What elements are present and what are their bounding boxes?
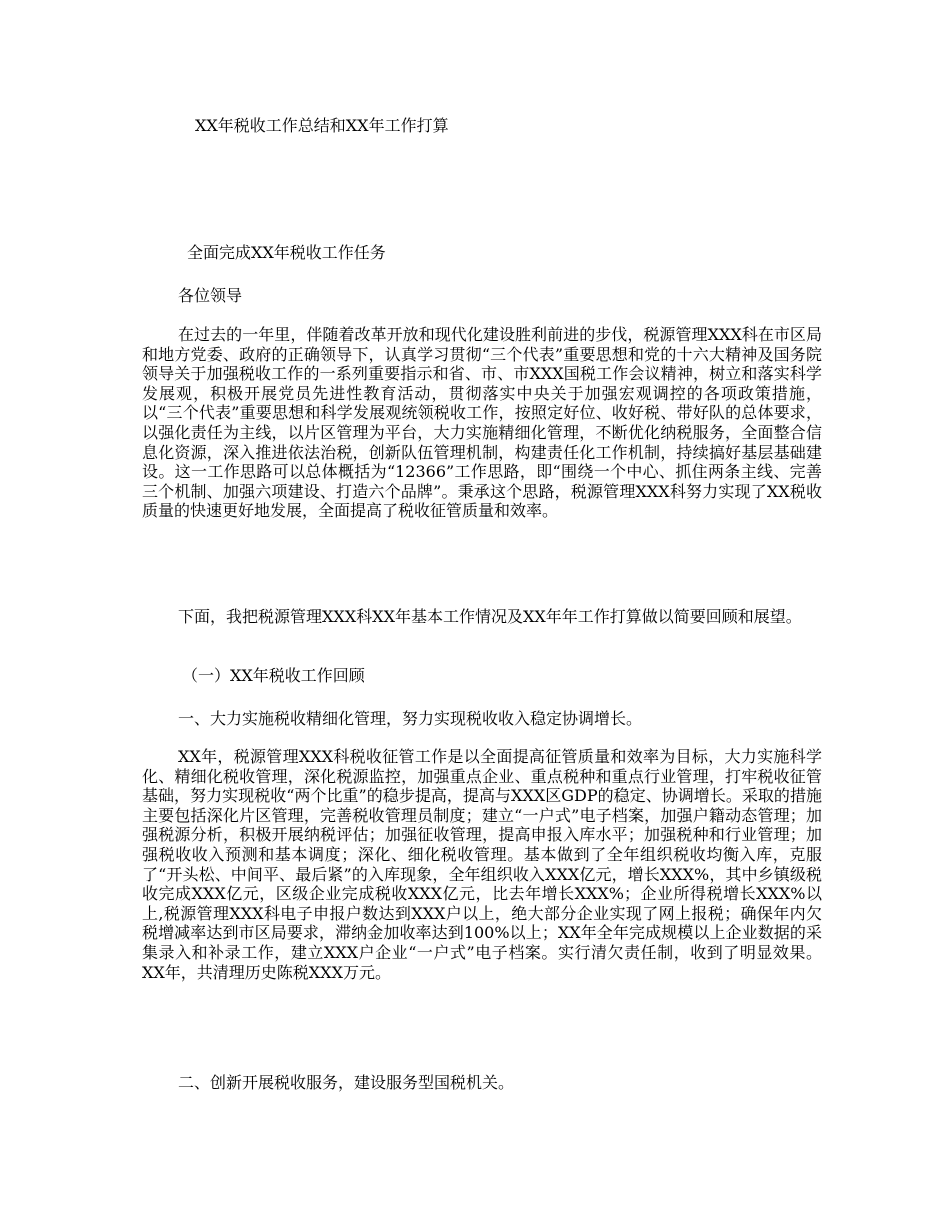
intro-paragraph: 在过去的一年里，伴随着改革开放和现代化建设胜利前进的步伐，税源管理XXX科在市区局和地方党委、政府的正确领导下，认真学习贯彻“三个代表”重要思想和党的十六大精神及国务院领导关于加强税收工作的一系列重要指示和省、市、市XXX国税工作会议精神，树立和落实科学发展观，积极开展党员先进性教育活动，贯彻落实中央关于加强宏观调控的各项政策措施，以“三个代表”重要思想和科学发展观统领税收工作，按照定好位、收好税、带好队的总体要求，以强化责任为主线，以片区管理为平台，大力实施精细化管理，不断优化纳税服务，全面整合信息化资源，深入推进依法治税，创新队伍管理机制，构建责任化工作机制，持续搞好基层基础建设。这一工作思路可以总体概括为“12366”工作思路，即“围绕一个中心、抓住两条主线、完善三个机制、加强六项建设、打造六个品牌”。秉承这个思路，税源管理XXX科努力实现了XX税收质量的快速更好地发展，全面提高了税收征管质量和效率。 bbox=[142, 325, 822, 521]
section-two-heading: 二、创新开展税收服务，建设服务型国税机关。 bbox=[178, 1073, 515, 1092]
section-one-paragraph: XX年，税源管理XXX科税收征管工作是以全面提高征管质量和效率为目标，大力实施科学化、精细化税收管理，深化税源监控，加强重点企业、重点税种和重点行业管理，打牢税收征管基础，努力实现税收“两个比重”的稳步提高，提高与XXX区GDP的稳定、协调增长。采取的措施主要包括深化片区管理，完善税收管理员制度；建立“一户式”电子档案，加强户籍动态管理；加强税源分析，积极开展纳税评估；加强征收管理，提高申报入库水平；加强税种和行业管理；加强税收收入预测和基本调度；深化、细化税收管理。基本做到了全年组织税收均衡入库，克服了“开头松、中间平、最后紧”的入库现象，全年组织收入XXX亿元，增长XXX%，其中乡镇级税收完成XXX亿元，区级企业完成税收XXX亿元，比去年增长XXX%；企业所得税增长XXX%以上,税源管理XXX科电子申报户数达到XXX户以上，绝大部分企业实现了网上报税；确保年内欠税增减率达到市区局要求，滞纳金加收率达到100%以上；XX年全年完成规模以上企业数据的采集录入和补录工作，建立XXX户企业“一户式”电子档案。实行清欠责任制，收到了明显效果。XX年，共清理历史陈税XXX万元。 bbox=[142, 747, 822, 982]
review-heading: （一）XX年税收工作回顾 bbox=[182, 666, 365, 685]
section-one-heading: 一、大力实施税收精细化管理，努力实现税收收入稳定协调增长。 bbox=[178, 709, 643, 728]
document-subtitle: 全面完成XX年税收工作任务 bbox=[187, 243, 386, 262]
overview-paragraph: 下面，我把税源管理XXX科XX年基本工作情况及XX年年工作打算做以简要回顾和展望。 bbox=[178, 607, 802, 626]
document-title: XX年税收工作总结和XX年工作打算 bbox=[195, 116, 449, 135]
salutation: 各位领导 bbox=[178, 286, 243, 305]
